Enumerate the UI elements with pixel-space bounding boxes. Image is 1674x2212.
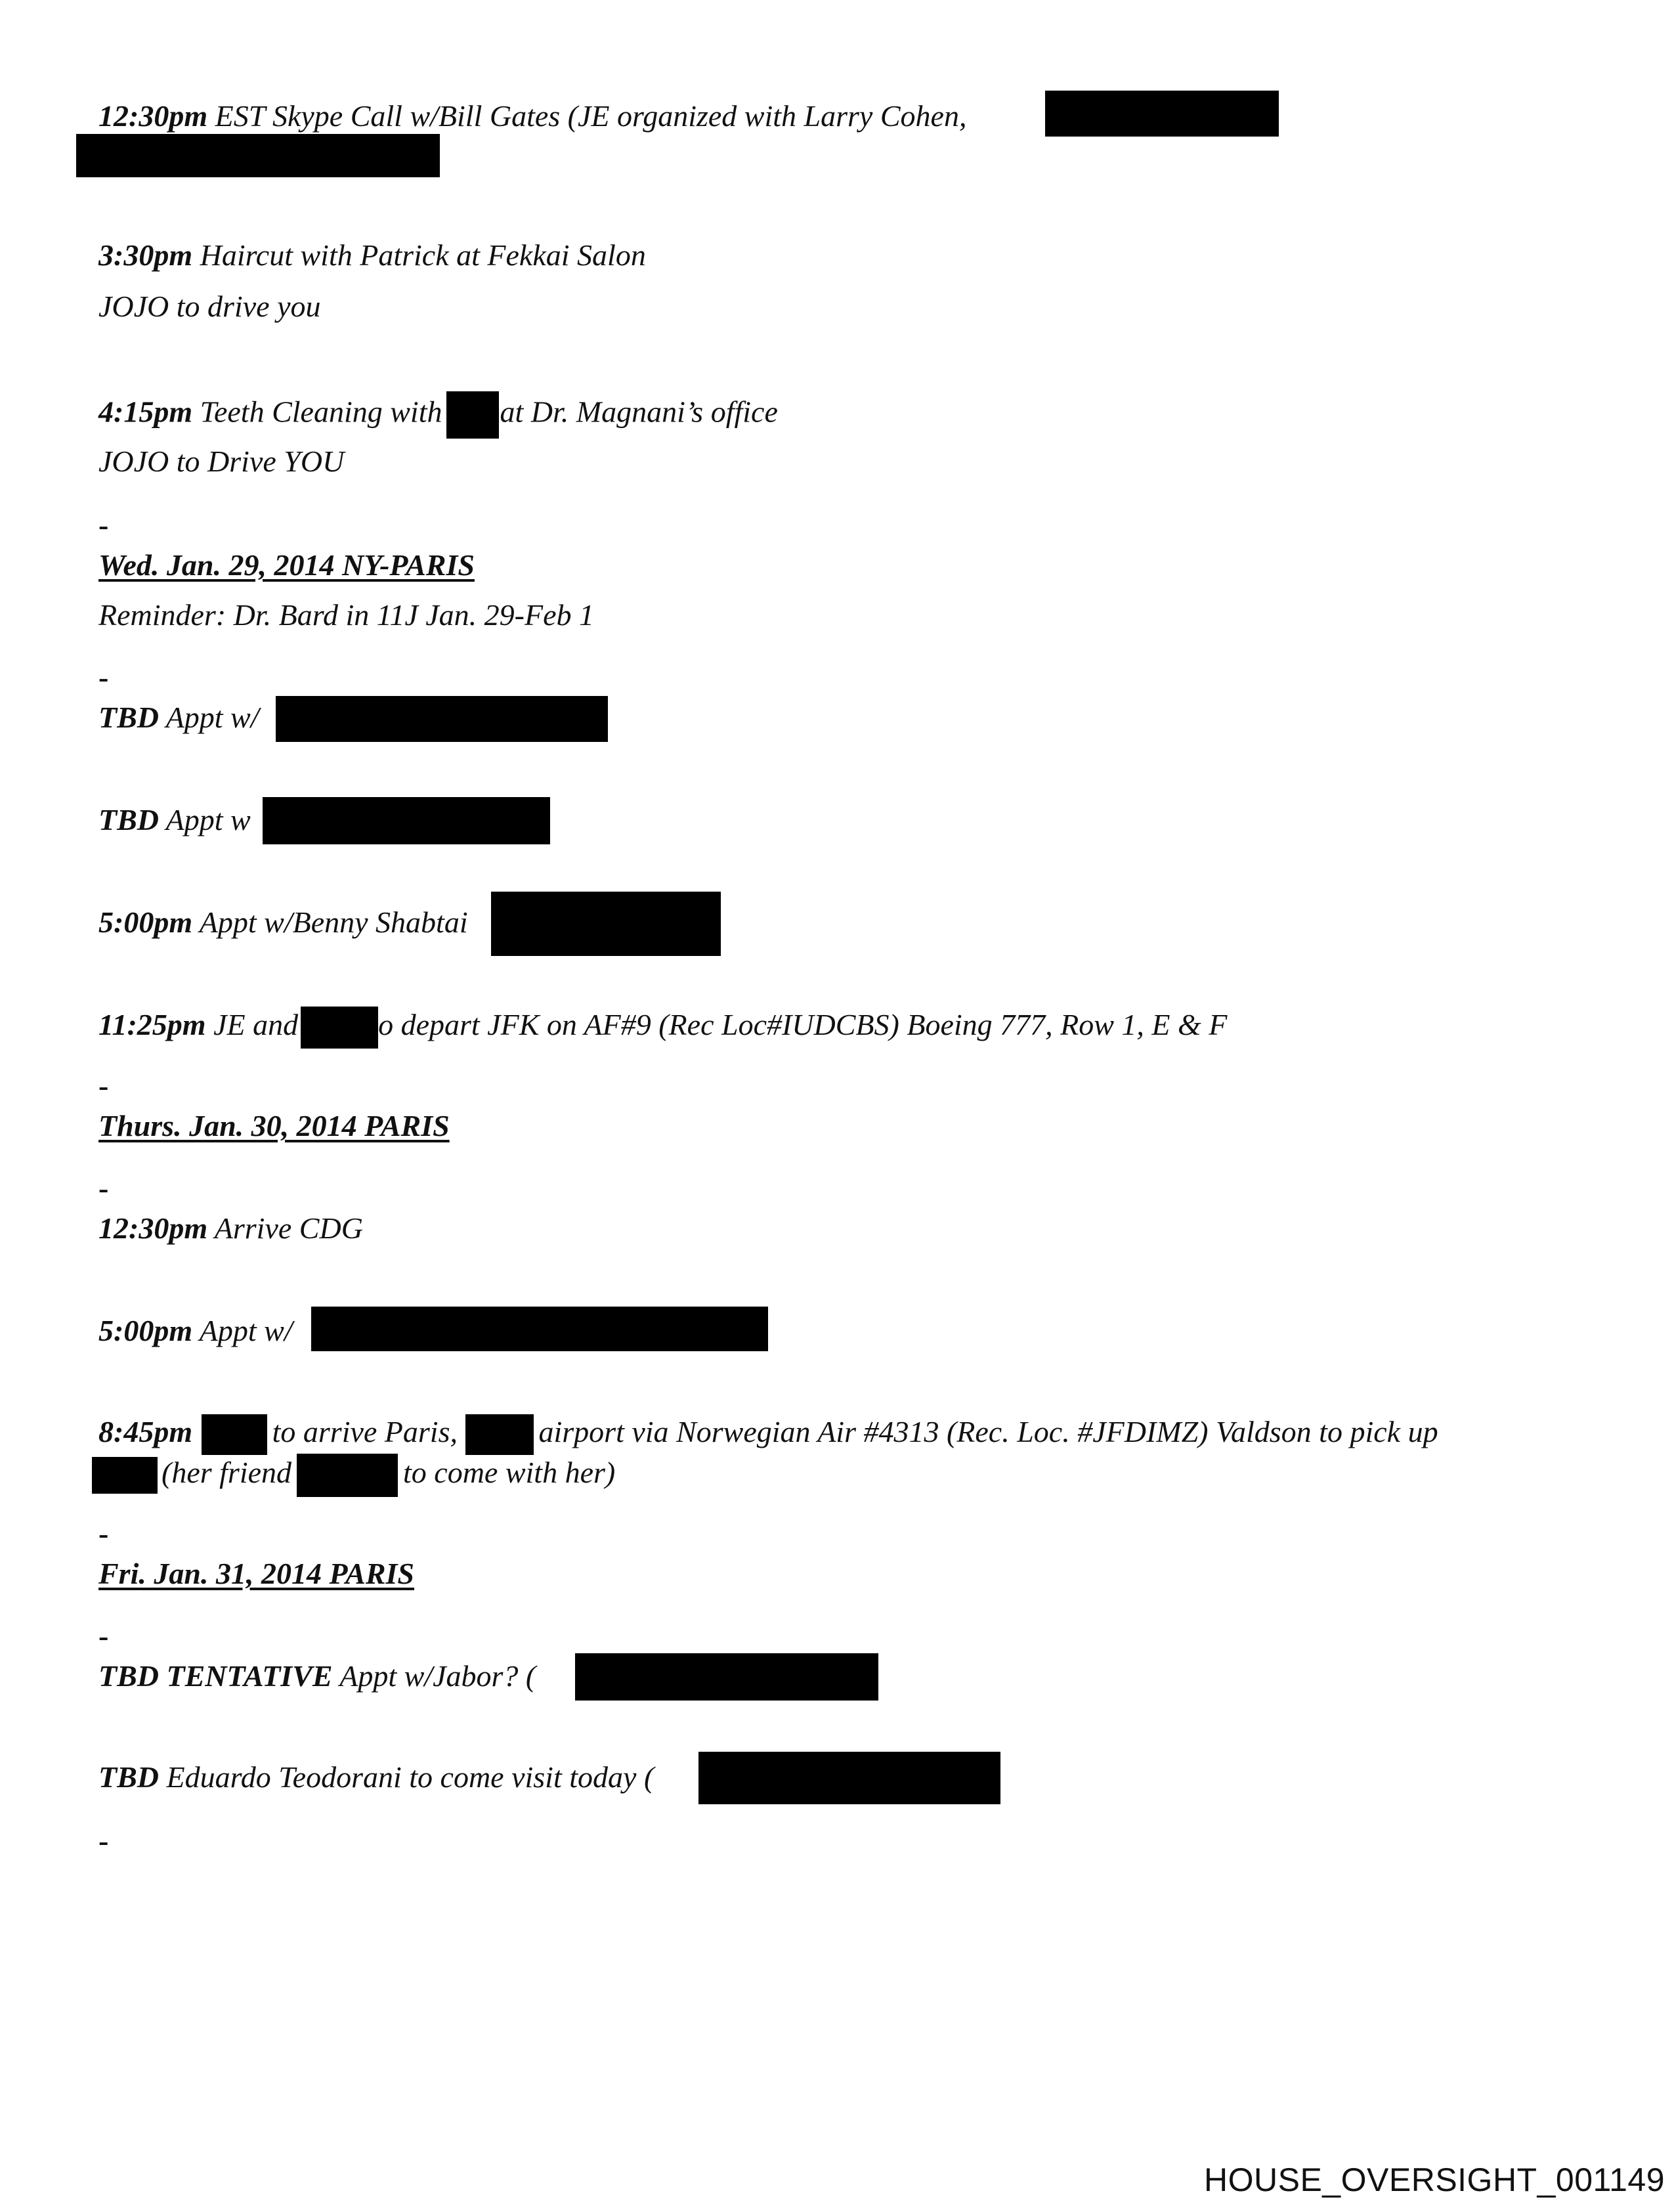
entry-text: Appt w xyxy=(165,803,251,836)
entry-text: Arrive CDG xyxy=(214,1211,363,1245)
redaction-block xyxy=(301,1007,378,1049)
separator: - xyxy=(98,1517,109,1550)
redaction-block xyxy=(1045,91,1279,137)
entry-time: 5:00pm xyxy=(98,1314,193,1347)
redaction-block xyxy=(491,892,721,956)
entry-text: JE and xyxy=(213,1008,299,1041)
entry-text: EST Skype Call w/Bill Gates (JE organized with Larry Cohen, xyxy=(215,99,967,133)
separator: - xyxy=(98,1171,109,1205)
entry-text: Appt w/ xyxy=(165,701,259,734)
entry-time: 11:25pm xyxy=(98,1008,206,1041)
entry-text: to arrive Paris, xyxy=(272,1415,458,1448)
separator: - xyxy=(98,1824,109,1857)
bates-number: HOUSE_OVERSIGHT_001149 xyxy=(1204,2161,1665,2198)
entry-teeth-cleaning xyxy=(98,391,778,439)
entry-eduardo-visit xyxy=(98,1758,654,1796)
entry-time: 12:30pm xyxy=(98,99,208,133)
redaction-block xyxy=(575,1653,878,1701)
entry-text: to come with her) xyxy=(403,1456,616,1489)
entry-time: 5:00pm xyxy=(98,905,193,939)
redaction-block xyxy=(446,391,499,439)
day-heading-fri: Fri. Jan. 31, 2014 PARIS xyxy=(98,1557,414,1590)
entry-appt-jabor xyxy=(98,1657,536,1695)
redaction-block xyxy=(276,696,608,742)
entry-haircut xyxy=(98,236,646,274)
entry-time: TBD xyxy=(98,1760,159,1794)
entry-text: (her friend xyxy=(161,1456,292,1489)
entry-text: Haircut with Patrick at Fekkai Salon xyxy=(200,238,646,272)
entry-text: Appt w/ xyxy=(199,1314,293,1347)
entry-norwegian-arrival xyxy=(98,1413,1438,1455)
redaction-block xyxy=(92,1457,158,1494)
separator: - xyxy=(98,508,109,542)
entry-time: 8:45pm xyxy=(98,1415,193,1448)
entry-time: 3:30pm xyxy=(98,238,193,272)
separator: - xyxy=(98,661,109,694)
entry-skype-call xyxy=(98,97,966,135)
entry-text: Teeth Cleaning with xyxy=(200,395,442,429)
entry-appt-benny xyxy=(98,903,468,942)
entry-departure xyxy=(98,1006,1227,1049)
redaction-block xyxy=(698,1752,1000,1804)
day-note: Reminder: Dr. Bard in 11J Jan. 29-Feb 1 xyxy=(98,598,595,632)
entry-appt-tbd xyxy=(98,801,251,839)
entry-appt-tbd xyxy=(98,699,259,737)
entry-time: 12:30pm xyxy=(98,1211,208,1245)
redaction-block xyxy=(465,1414,534,1455)
entry-time: TBD TENTATIVE xyxy=(98,1659,333,1693)
entry-text: at Dr. Magnani’s office xyxy=(500,395,778,429)
entry-time: TBD xyxy=(98,701,159,734)
entry-note: JOJO to drive you xyxy=(98,290,321,323)
entry-time: 4:15pm xyxy=(98,395,193,429)
redaction-block xyxy=(202,1414,267,1455)
entry-norwegian-arrival-cont xyxy=(92,1454,615,1497)
entry-arrive-cdg xyxy=(98,1209,363,1247)
day-heading-thu: Thurs. Jan. 30, 2014 PARIS xyxy=(98,1109,450,1142)
redaction-block xyxy=(263,797,550,844)
separator: - xyxy=(98,1619,109,1653)
redaction-block xyxy=(76,134,440,177)
entry-text: Eduardo Teodorani to come visit today ( xyxy=(166,1760,655,1794)
entry-time: TBD xyxy=(98,803,159,836)
separator: - xyxy=(98,1069,109,1102)
entry-text: o depart JFK on AF#9 (Rec Loc#IUDCBS) Boeing 777, Row 1, E & F xyxy=(378,1008,1228,1041)
redaction-block xyxy=(297,1454,398,1497)
entry-text: Appt w/Benny Shabtai xyxy=(199,905,468,939)
entry-appt-paris xyxy=(98,1312,293,1350)
entry-note: JOJO to Drive YOU xyxy=(98,445,345,478)
entry-text: Appt w/Jabor? ( xyxy=(339,1659,536,1693)
day-heading-wed: Wed. Jan. 29, 2014 NY-PARIS xyxy=(98,548,475,582)
entry-text: airport via Norwegian Air #4313 (Rec. Loc. #JFDIMZ) Valdson to pick up xyxy=(538,1415,1438,1448)
redaction-block xyxy=(311,1307,768,1351)
